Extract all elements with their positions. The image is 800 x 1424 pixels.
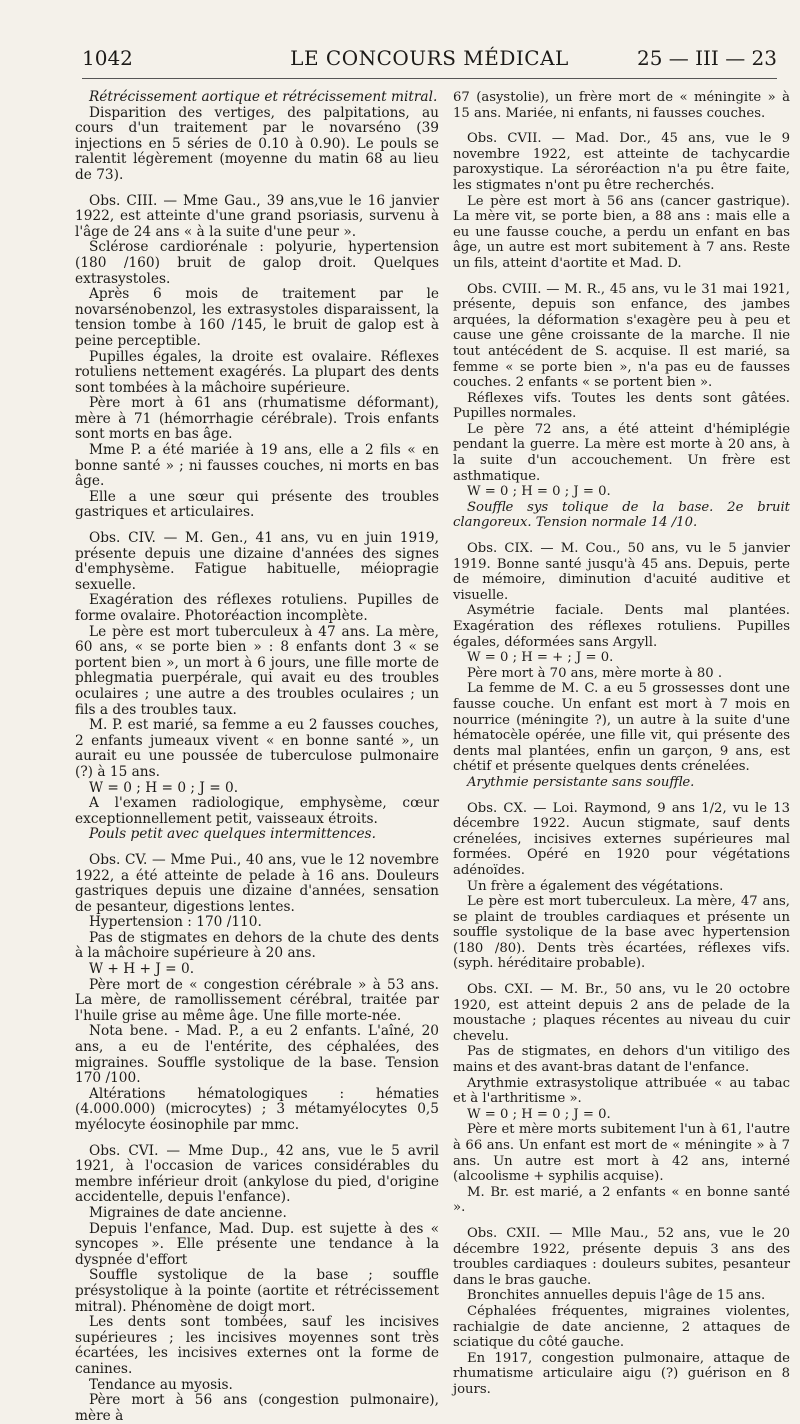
paragraph: Hypertension : 170 /110. [89,914,262,931]
paragraph: Sclérose cardiorénale : polyurie, hypertension (180 /160) bruit de galop droit. Quelques extrasystoles. [75,239,439,287]
paragraph: Obs. CVI. — Mme Dup., 42 ans, vue le 5 avril 1921, à l'occasion de varices considérables du membre inférieur droit (ankylose du pied, d'origine accidentelle, depuis l'enfance). [75,1142,439,1206]
paragraph: W = 0 ; H = 0 ; J = 0. [467,484,611,500]
page-number: 1042 [82,46,133,70]
paragraph: Réflexes vifs. Toutes les dents sont gâtées. Pupilles normales. [453,390,790,422]
paragraph: W = 0 ; H = 0 ; J = 0. [467,1106,611,1122]
paragraph: Obs. CXI. — M. Br., 50 ans, vu le 20 octobre 1920, est atteint depuis 2 ans de pelade de la moustache ; plaques récentes au niveau du cuir chevelu. [453,982,790,1044]
paragraph: Après 6 mois de traitement par le novarsénobenzol, les extrasystoles disparaissent, la tension tombe à 160 /145, le bruit de galop est à peine perceptible. [75,286,439,349]
paragraph: 67 (asystolie), un frère mort de « méningite » à 15 ans. Mariée, ni enfants, ni fausses couches. [453,90,790,121]
paragraph: Disparition des vertiges, des palpitations, au cours d'un traitement par le novarséno (39 injections en 5 séries de 0.10 à 0.90). Le pouls se ralentit légèrement (moyenne du matin 68 au lieu de 73). [75,104,439,183]
paragraph: Obs. CIV. — M. Gen., 41 ans, vu en juin 1919, présente depuis une dizaine d'années des signes d'emphysème. Fatigue habituelle, méiopragie sexuelle. [75,530,439,593]
paragraph: M. Br. est marié, a 2 enfants « en bonne santé ». [453,1184,790,1216]
issue-date: 25 — III — 23 [636,46,777,70]
paragraph: En 1917, congestion pulmonaire, attaque de rhumatisme articulaire aigu (?) guérison en 8 jours. [453,1350,790,1397]
journal-title: LE CONCOURS MÉDICAL [290,46,569,70]
paragraph: Souffle sys tolique de la base. 2e bruit clangoreux. Tension normale 14 /10. [453,499,790,531]
paragraph: Père mort à 61 ans (rhumatisme déformant), mère à 71 (hémorrhagie cérébrale). Trois enfants sont morts en bas âge. [75,395,439,443]
paragraph: Le père est mort tuberculeux à 47 ans. La mère, 60 ans, « se porte bien » : 8 enfants dont 3 « se portent bien », un mort à 6 jours, une fille morte de phlegmatia puerpérale, qui avait eu des troubles oculaires ; une autre a des troubles oculaires ; un fils a des troubles taux. [75,623,439,718]
paragraph: Père mort à 56 ans (congestion pulmonaire), mère à [75,1392,439,1424]
paragraph: Obs. CX. — Loi. Raymond, 9 ans 1/2, vu le 13 décembre 1922. Aucun stigmate, sauf dents crénelées, incisives externes supérieures mal formées. Opéré en 1920 pour végétations adénoïdes. [453,800,790,878]
right-column [453,90,790,1398]
paragraph: W = 0 ; H = 0 ; J = 0. [89,779,239,796]
paragraph: Arythmie extrasystolique attribuée « au tabac et à l'arthritisme ». [453,1075,790,1107]
paragraph: Altérations hématologiques : hématies (4.000.000) (microcytes) ; 3 métamyélocytes 0,5 myélocyte éosinophile par mmc. [75,1085,439,1133]
paragraph: Obs. CVII. — Mad. Dor., 45 ans, vue le 9 novembre 1922, est atteinte de tachycardie paroxystique. La séroréaction n'a pu être faite, les stigmates n'ont pu être recherchés. [453,131,790,193]
paragraph: Les dents sont tombées, sauf les incisives supérieures ; les incisives moyennes sont très écartées, les incisives externes ont la forme de canines. [75,1314,439,1377]
paragraph: Obs. CIII. — Mme Gau., 39 ans,vue le 16 janvier 1922, est atteinte d'une grand psoriasis, survenu à l'âge de 24 ans « à la suite d'une peur ». [75,192,439,240]
paragraph: Obs. CV. — Mme Pui., 40 ans, vue le 12 novembre 1922, a été atteinte de pelade à 16 ans. Douleurs gastriques depuis une dizaine d'années, sensation de pesanteur, digestions lentes. [75,851,439,915]
paragraph: Tendance au myosis. [89,1376,233,1393]
paragraph: Obs. CIX. — M. Cou., 50 ans, vu le 5 janvier 1919. Bonne santé jusqu'à 45 ans. Depuis, perte de mémoire, diminution d'acuité auditive et visuelle. [453,541,790,603]
paragraph: Souffle systolique de la base ; souffle présystolique à la pointe (aortite et rétrécissement mitral). Phénomène de doigt mort. [75,1267,439,1315]
page-header [82,46,777,76]
paragraph: Pouls petit avec quelques intermittences. [89,826,376,843]
paragraph: Migraines de date ancienne. [89,1204,287,1221]
paragraph: Depuis l'enfance, Mad. Dup. est sujette à des « syncopes ». Elle présente une tendance à la dyspnée d'effort [75,1220,439,1268]
header-rule [82,78,777,79]
paragraph: Père mort à 70 ans, mère morte à 80 . [467,665,723,681]
paragraph: Père et mère morts subitement l'un à 61, l'autre à 66 ans. Un enfant est mort de « méningite » à 7 ans. Un autre est mort à 42 ans, interné (alcoolisme + syphilis acquise). [453,1122,790,1185]
paragraph: Asymétrie faciale. Dents mal plantées. Exagération des réflexes rotuliens. Pupilles égales, déformées sans Argyll. [453,603,790,650]
paragraph: Un frère a également des végétations. [467,878,724,894]
left-column [75,90,439,1424]
paragraph: Pas de stigmates en dehors de la chute des dents à la mâchoire supérieure à 20 ans. [75,929,439,962]
paragraph: Rétrécissement aortique et rétrécissement mitral. [89,89,438,105]
paragraph: Le père 72 ans, a été atteint d'hémiplégie pendant la guerre. La mère est morte à 20 ans, à la suite d'un accouchement. Un frère est asthmatique. [453,421,790,484]
paragraph: Le père est mort tuberculeux. La mère, 47 ans, se plaint de troubles cardiaques et présente un souffle systolique de la base avec hypertension (180 /80). Dents très écartées, réflexes vifs. (syph. héréditaire probable). [453,894,790,972]
paragraph: A l'examen radiologique, emphysème, cœur exceptionnellement petit, vaisseaux étroits. [75,795,439,827]
paragraph: La femme de M. C. a eu 5 grossesses dont une fausse couche. Un enfant est mort à 7 mois en nourrice (méningite ?), un autre à la suite d'une hématocèle opérée, une fille vit, qui présente des dents mal plantées, enfin un garçon, 9 ans, est chétif et présente quelques dents crénelées. [453,681,790,775]
paragraph: Obs. CXII. — Mlle Mau., 52 ans, vue le 20 décembre 1922, présente depuis 3 ans des troubles cardiaques : douleurs subites, pesanteur dans le bras gauche. [453,1225,790,1288]
paragraph: W = 0 ; H = + ; J = 0. [467,650,614,666]
paragraph: M. P. est marié, sa femme a eu 2 fausses couches, 2 enfants jumeaux vivent « en bonne santé », un aurait eu une poussée de tuberculose pulmonaire (?) à 15 ans. [75,717,439,780]
paragraph: Pupilles égales, la droite est ovalaire. Réflexes rotuliens nettement exagérés. La plupart des dents sont tombées à la mâchoire supérieure. [75,348,439,396]
paragraph: Nota bene. - Mad. P., a eu 2 enfants. L'aîné, 20 ans, a eu de l'entérite, des céphalées, des migraines. Souffle systolique de la base. Tension 170 /100. [75,1023,439,1087]
paragraph: Obs. CVIII. — M. R., 45 ans, vu le 31 mai 1921, présente, depuis son enfance, des jambes arquées, la déformation s'exagère peu à peu et cause une gêne croissante de la marche. Il nie tout antécédent de S. acquise. Il est marié, sa femme « se porte bien », n'a pas eu de fausses couches. 2 enfants « se portent bien ». [453,281,790,391]
paragraph: Bronchites annuelles depuis l'âge de 15 ans. [467,1288,766,1304]
paragraph: Céphalées fréquentes, migraines violentes, rachialgie de date ancienne, 2 attaques de sciatique du côté gauche. [453,1303,790,1351]
paragraph: Pas de stigmates, en dehors d'un vitiligo des mains et des avant-bras datant de l'enfance. [453,1044,790,1076]
paragraph: W + H + J = 0. [89,961,195,978]
paragraph: Le père est mort à 56 ans (cancer gastrique). La mère vit, se porte bien, a 88 ans : mais elle a eu une fausse couche, a perdu un enfant en bas âge, un autre est mort subitement à 7 ans. Reste un fils, atteint d'aortite et Mad. D. [453,193,790,271]
paragraph: Elle a une sœur qui présente des troubles gastriques et articulaires. [75,488,439,521]
paragraph: Exagération des réflexes rotuliens. Pupilles de forme ovalaire. Photoréaction incomplète. [75,592,439,624]
paragraph: Père mort de « congestion cérébrale » à 53 ans. La mère, de ramollissement cérébral, traitée par l'huile grise au même âge. Une fille morte-née. [75,976,439,1024]
paragraph: Mme P. a été mariée à 19 ans, elle a 2 fils « en bonne santé » ; ni fausses couches, ni morts en bas âge. [75,442,439,490]
paragraph: Arythmie persistante sans souffle. [467,774,695,790]
